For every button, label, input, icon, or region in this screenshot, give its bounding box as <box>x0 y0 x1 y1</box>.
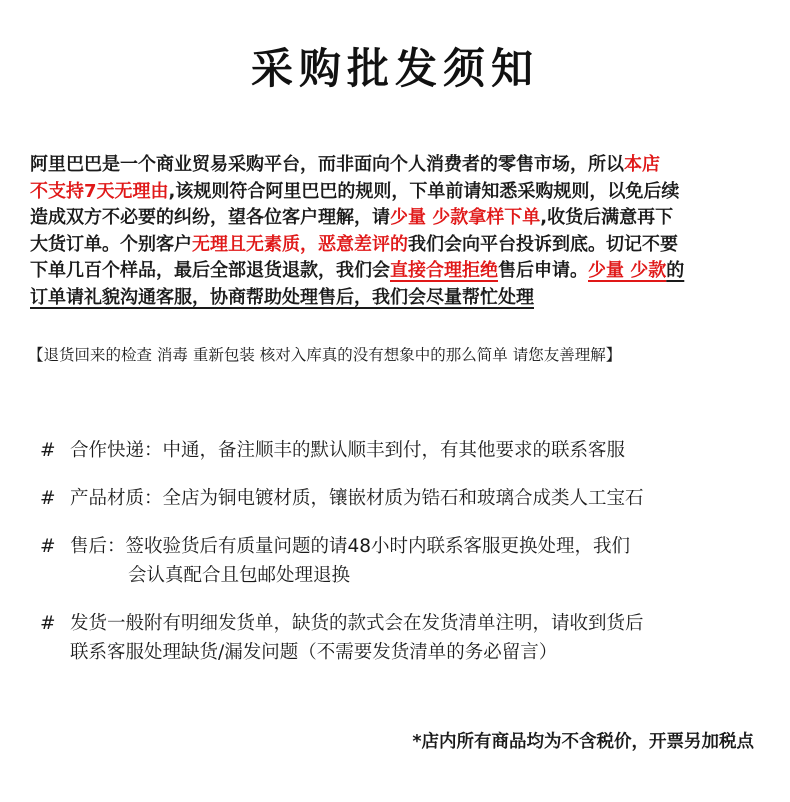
rules-line-2 <box>30 179 770 206</box>
rules-highlight: 本店 <box>624 154 660 175</box>
rules-line-6 <box>30 285 770 312</box>
rules-line-3 <box>30 205 770 232</box>
tax-note: *店内所有商品均为不含税价，开票另加税点 <box>412 732 754 752</box>
hash-icon: # <box>40 440 56 461</box>
rules-highlight: 少量 少款拿样下单 <box>390 207 541 228</box>
list-item-text: 产品材质：全店为铜电镀材质，镶嵌材质为锆石和玻璃合成类人工宝石 <box>70 488 644 509</box>
hash-icon: # <box>40 488 56 509</box>
list-item-text: 发货一般附有明细发货单，缺货的款式会在发货清单注明，请收到货后 <box>70 613 644 634</box>
rules-text: 造成双方不必要的纠纷，望各位客户理解，请 <box>30 207 390 228</box>
rules-text-underlined: 的 <box>666 260 685 281</box>
list-item-text-continued: 会认真配合且包邮处理退换 <box>128 565 351 586</box>
rules-highlight-underlined: 直接合理拒绝 <box>390 260 498 281</box>
rules-text: 售后申请。 <box>498 260 588 281</box>
rules-text: ,该规则符合阿里巴巴的规则，下单前请知悉采购规则，以免后续 <box>168 180 680 202</box>
return-notice: 【退货回来的检查 消毒 重新包装 核对入库真的没有想象中的那么简单 请您友善理解】 <box>28 346 622 364</box>
rules-text: 阿里巴巴是一个商业贸易采购平台，而非面向个人消费者的零售市场，所以 <box>30 154 624 175</box>
rules-line-4 <box>30 232 770 259</box>
purchase-rules-paragraph <box>30 152 770 311</box>
rules-text-underlined: 订单请礼貌沟通客服，协商帮助处理售后，我们会尽量帮忙处理 <box>30 286 534 308</box>
hash-icon: # <box>40 536 56 557</box>
list-item-text-continued: 联系客服处理缺货/漏发问题（不需要发货清单的务必留言） <box>70 642 558 663</box>
hash-icon: # <box>40 613 56 634</box>
rules-text: ,收货后满意再下 <box>540 207 674 228</box>
page-title: 采购批发须知 <box>250 44 539 93</box>
rules-text: 大货订单。个别客户 <box>30 233 192 255</box>
rules-text: 我们会向平台投诉到底。切记不要 <box>408 233 678 255</box>
list-item-after-sales <box>40 532 770 590</box>
list-item-text: 售后：签收验货后有质量问题的请48小时内联系客服更换处理，我们 <box>70 536 631 557</box>
rules-highlight-underlined: 少量 少款 <box>588 260 667 281</box>
list-item-shipping <box>40 436 770 465</box>
rules-line-5 <box>30 258 770 285</box>
info-list <box>40 436 770 686</box>
list-item-delivery-note <box>40 609 770 667</box>
list-item-material <box>40 484 770 513</box>
list-item-text: 合作快递：中通，备注顺丰的默认顺丰到付，有其他要求的联系客服 <box>70 440 626 461</box>
rules-line-1 <box>30 152 770 179</box>
rules-highlight: 无理且无素质，恶意差评的 <box>192 233 408 255</box>
rules-highlight: 不支持7天无理由 <box>30 180 169 202</box>
rules-text: 下单几百个样品，最后全部退货退款，我们会 <box>30 260 390 281</box>
